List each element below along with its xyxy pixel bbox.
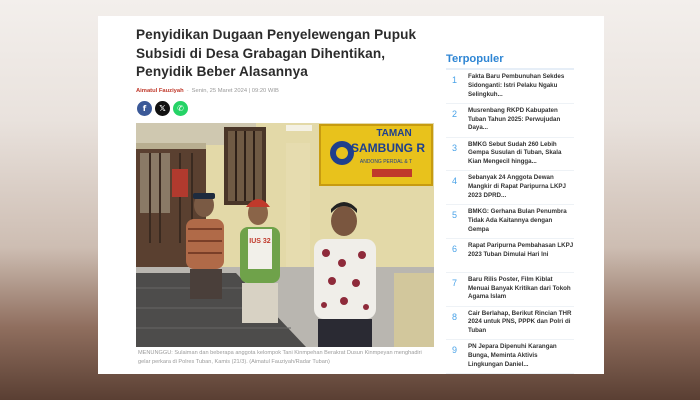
shirt-text: IUS 32 <box>249 238 271 245</box>
facebook-share-icon[interactable]: f <box>137 101 152 116</box>
popular-item[interactable] <box>446 171 574 205</box>
popular-item-link[interactable]: Sebanyak 24 Anggota Dewan Mangkir di Rapat Paripurna LKPJ 2023 DPRD... <box>468 174 566 199</box>
popular-item-link[interactable]: Cair Berlahap, Berikut Rincian THR 2024 untuk PNS, PPPK dan Polri di Tuban <box>468 309 572 335</box>
photo-caption: MENUNGGU: Sulaiman dan beberapa anggota kelompok Tani Kinmpehan Berakrat Dusun Kinmpeyan menghadiri gelar perkara di Polres Tuban, Kamis (21/3). (Aimatul Fauziyah/Radar Tuban) <box>138 350 422 365</box>
article-title: Penyidikan Dugaan Penyelewengan Pupuk Subsidi di Desa Grabagan Dihentikan, Penyidik Beber Alasannya <box>136 27 417 79</box>
popular-sidebar <box>446 53 574 374</box>
publish-date: Senin, 25 Maret 2024 | 09:20 WIB <box>191 87 279 94</box>
popular-item[interactable] <box>446 205 574 239</box>
popular-item-number: 6 <box>452 243 458 254</box>
meta-separator: - <box>186 87 189 94</box>
popular-item-number: 2 <box>452 108 458 119</box>
sidebar-title: Terpopuler <box>446 53 504 65</box>
popular-item-number: 7 <box>452 277 458 288</box>
article-card <box>98 16 604 374</box>
popular-item-number: 3 <box>452 142 458 153</box>
popular-item-number: 8 <box>452 311 458 322</box>
popular-item-link[interactable]: Baru Rilis Poster, Film Kiblat Menuai Banyak Kritikan dari Tokoh Agama Islam <box>468 275 571 301</box>
popular-item[interactable] <box>446 104 574 138</box>
popular-item-number: 4 <box>452 176 458 187</box>
popular-item-link[interactable]: PN Jepara Dipenuhi Karangan Bunga, Meminta Aktivis Lingkungan Daniel... <box>468 343 557 368</box>
popular-item[interactable] <box>446 70 574 104</box>
sign-text-1: TAMAN <box>376 128 412 139</box>
photo-illustration <box>136 123 434 347</box>
popular-item-number: 1 <box>452 75 458 85</box>
popular-item-link[interactable]: Musrenbang RKPD Kabupaten Tuban Tahun 2025: Perwujudan Daya... <box>468 106 561 132</box>
popular-item[interactable] <box>446 138 574 172</box>
popular-item[interactable] <box>446 307 574 341</box>
popular-item[interactable] <box>446 340 574 374</box>
popular-item-link[interactable]: Rapat Paripurna Pembahasan LKPJ 2023 Tuban Dimulai Hari Ini <box>468 241 574 258</box>
popular-item[interactable] <box>446 273 574 307</box>
sign-text-2: SAMBUNG R <box>351 141 425 155</box>
sign-text-3: ANDONG PERDAL & T <box>359 159 413 165</box>
popular-item-link[interactable]: BMKG Sebut Sudah 260 Lebih Gempa Susulan di Tuban, Skala Kian Mengecil hingga... <box>468 140 562 166</box>
author-link[interactable]: Aimatul Fauziyah <box>136 87 184 94</box>
popular-item-link[interactable]: Fakta Baru Pembunuhan Sekdes Sidonganti: Istri Pelaku Ngaku Selingkuh... <box>468 73 565 98</box>
share-bar <box>137 101 188 116</box>
popular-item-link[interactable]: BMKG: Gerhana Bulan Penumbra Tidak Ada Kaitannya dengan Gempa <box>468 208 567 233</box>
article-meta <box>136 88 438 94</box>
x-share-icon[interactable]: 𝕏 <box>155 101 170 116</box>
popular-item[interactable] <box>446 239 574 273</box>
popular-item-number: 9 <box>452 345 458 356</box>
article-photo[interactable] <box>136 123 434 347</box>
popular-item-number: 5 <box>452 210 458 221</box>
whatsapp-share-icon[interactable]: ✆ <box>173 101 188 116</box>
article-header <box>136 26 438 94</box>
